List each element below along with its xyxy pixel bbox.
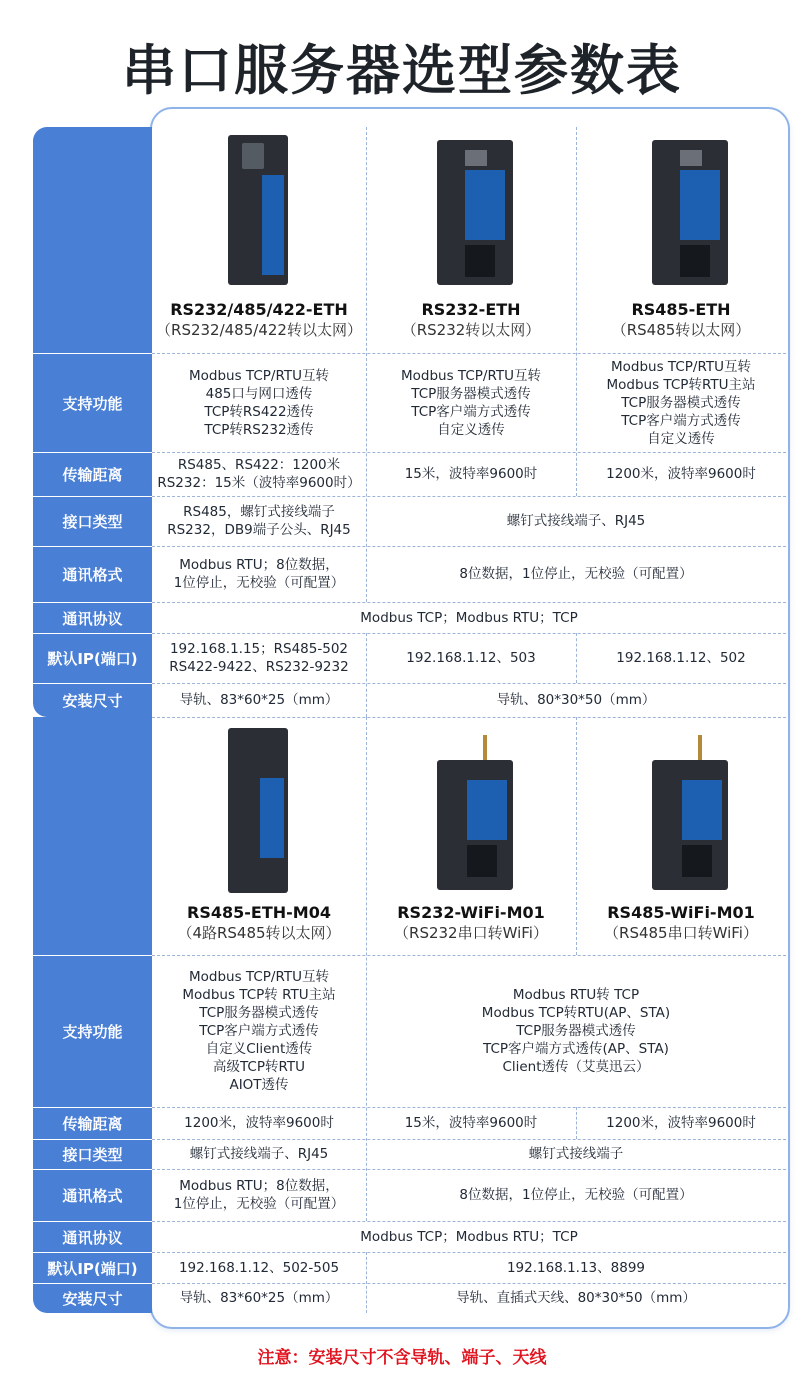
s1-distance-3: 1200米，波特率9600时 [606, 466, 756, 482]
s2-interface-2: 螺钉式接线端子 [528, 1146, 624, 1162]
product-card-3 [576, 300, 786, 340]
product-card-5 [366, 903, 576, 943]
product-card-6 [576, 903, 786, 943]
s1-size-2: 导轨、80*30*50（mm） [496, 692, 656, 708]
s1-format-1: Modbus RTU；8位数据， 1位停止，无校验（可配置） [173, 557, 345, 591]
label-ip: 默认IP(端口) [33, 1252, 152, 1283]
label-format: 通讯格式 [33, 546, 152, 602]
s1-function-1: Modbus TCP/RTU互转 485口与网口透传 TCP转RS422透传 TCP转RS232透传 [188, 367, 330, 438]
s1-distance-2: 15米，波特率9600时 [404, 466, 538, 482]
s2-function-2: Modbus RTU转 TCP Modbus TCP转RTU(AP、STA) TCP服务器模式透传 TCP客户端方式透传(AP、STA) Client透传（艾莫迅云） [481, 987, 671, 1075]
s2-size-2: 导轨、直插式天线、80*30*50（mm） [456, 1290, 696, 1306]
product-card-2 [366, 300, 576, 340]
label-protocol: 通讯协议 [33, 602, 152, 633]
product-image-rs232-485-422-eth [210, 135, 310, 295]
product-name: RS232-ETH [421, 300, 521, 319]
s1-ip-2: 192.168.1.12、503 [406, 650, 536, 666]
s1-protocol: Modbus TCP；Modbus RTU；TCP [360, 609, 578, 626]
s1-distance-1: RS485、RS422：1200米 RS232：15米（波特率9600时） [157, 457, 361, 491]
label-protocol: 通讯协议 [33, 1221, 152, 1252]
product-subtitle: （RS485转以太网） [611, 321, 751, 339]
label-interface: 接口类型 [33, 496, 152, 546]
s1-function-3: Modbus TCP/RTU互转 Modbus TCP转RTU主站 TCP服务器模式透传 TCP客户端方式透传 自定义透传 [606, 358, 756, 447]
s2-format-2: 8位数据，1位停止，无校验（可配置） [459, 1187, 693, 1203]
s1-ip-3: 192.168.1.12、502 [616, 650, 746, 666]
label-interface: 接口类型 [33, 1139, 152, 1169]
s2-interface-1: 螺钉式接线端子、RJ45 [189, 1146, 329, 1162]
row-divider [152, 717, 786, 718]
s1-interface-2: 螺钉式接线端子、RJ45 [506, 513, 646, 529]
s2-ip-2: 192.168.1.13、8899 [506, 1259, 646, 1276]
page-title: 串口服务器选型参数表 [122, 39, 682, 102]
s2-format-1: Modbus RTU；8位数据， 1位停止，无校验（可配置） [173, 1178, 345, 1212]
s1-ip-1: 192.168.1.15；RS485-502 RS422-9422、RS232-9232 [169, 641, 349, 675]
s2-ip-1: 192.168.1.12、502-505 [178, 1259, 340, 1276]
column-divider [576, 717, 577, 955]
s1-size-1: 导轨、83*60*25（mm） [179, 692, 339, 708]
label-distance: 传输距离 [33, 452, 152, 496]
product-subtitle: （RS232/485/422转以太网） [156, 321, 362, 339]
product-name: RS485-ETH-M04 [187, 903, 331, 922]
s1-function-2: Modbus TCP/RTU互转 TCP服务器模式透传 TCP客户端方式透传 自定义透传 [400, 367, 542, 438]
label-ip: 默认IP(端口) [33, 633, 152, 683]
s2-size-1: 导轨、83*60*25（mm） [179, 1290, 339, 1306]
product-image-rs485-eth [640, 140, 740, 290]
product-name: RS485-WiFi-M01 [607, 903, 755, 922]
product-card-1 [152, 300, 366, 340]
product-subtitle: （4路RS485转以太网） [177, 924, 341, 942]
product-card-4 [152, 903, 366, 943]
s2-function-1: Modbus TCP/RTU互转 Modbus TCP转 RTU主站 TCP服务器模式透传 TCP客户端方式透传 自定义Client透传 高级TCP转RTU AIOT透传 [182, 969, 336, 1093]
label-size: 安装尺寸 [33, 683, 152, 717]
label-distance: 传输距离 [33, 1107, 152, 1139]
product-image-rs485-eth-m04 [210, 728, 310, 898]
s2-distance-2: 15米，波特率9600时 [404, 1115, 538, 1131]
s1-interface-1: RS485，螺钉式接线端子 RS232，DB9端子公头、RJ45 [167, 504, 351, 538]
label-format: 通讯格式 [33, 1169, 152, 1221]
s2-protocol: Modbus TCP；Modbus RTU；TCP [360, 1228, 578, 1245]
label-function: 支持功能 [33, 353, 152, 452]
product-subtitle: （RS485串口转WiFi） [604, 924, 758, 942]
product-subtitle: （RS232串口转WiFi） [394, 924, 548, 942]
product-image-rs232-eth [425, 140, 525, 290]
footnote: 注意：安装尺寸不含导轨、端子、天线 [257, 1348, 547, 1368]
product-name: RS232-WiFi-M01 [397, 903, 545, 922]
product-image-rs485-wifi-m01 [640, 735, 740, 895]
product-image-rs232-wifi-m01 [425, 735, 525, 895]
product-name: RS485-ETH [631, 300, 731, 319]
s2-distance-1: 1200米，波特率9600时 [184, 1115, 334, 1131]
s2-distance-3: 1200米，波特率9600时 [606, 1115, 756, 1131]
label-size: 安装尺寸 [33, 1283, 152, 1313]
label-function: 支持功能 [33, 955, 152, 1107]
product-name: RS232/485/422-ETH [170, 300, 348, 319]
s1-format-2: 8位数据，1位停止，无校验（可配置） [459, 566, 693, 582]
product-subtitle: （RS232转以太网） [401, 321, 541, 339]
